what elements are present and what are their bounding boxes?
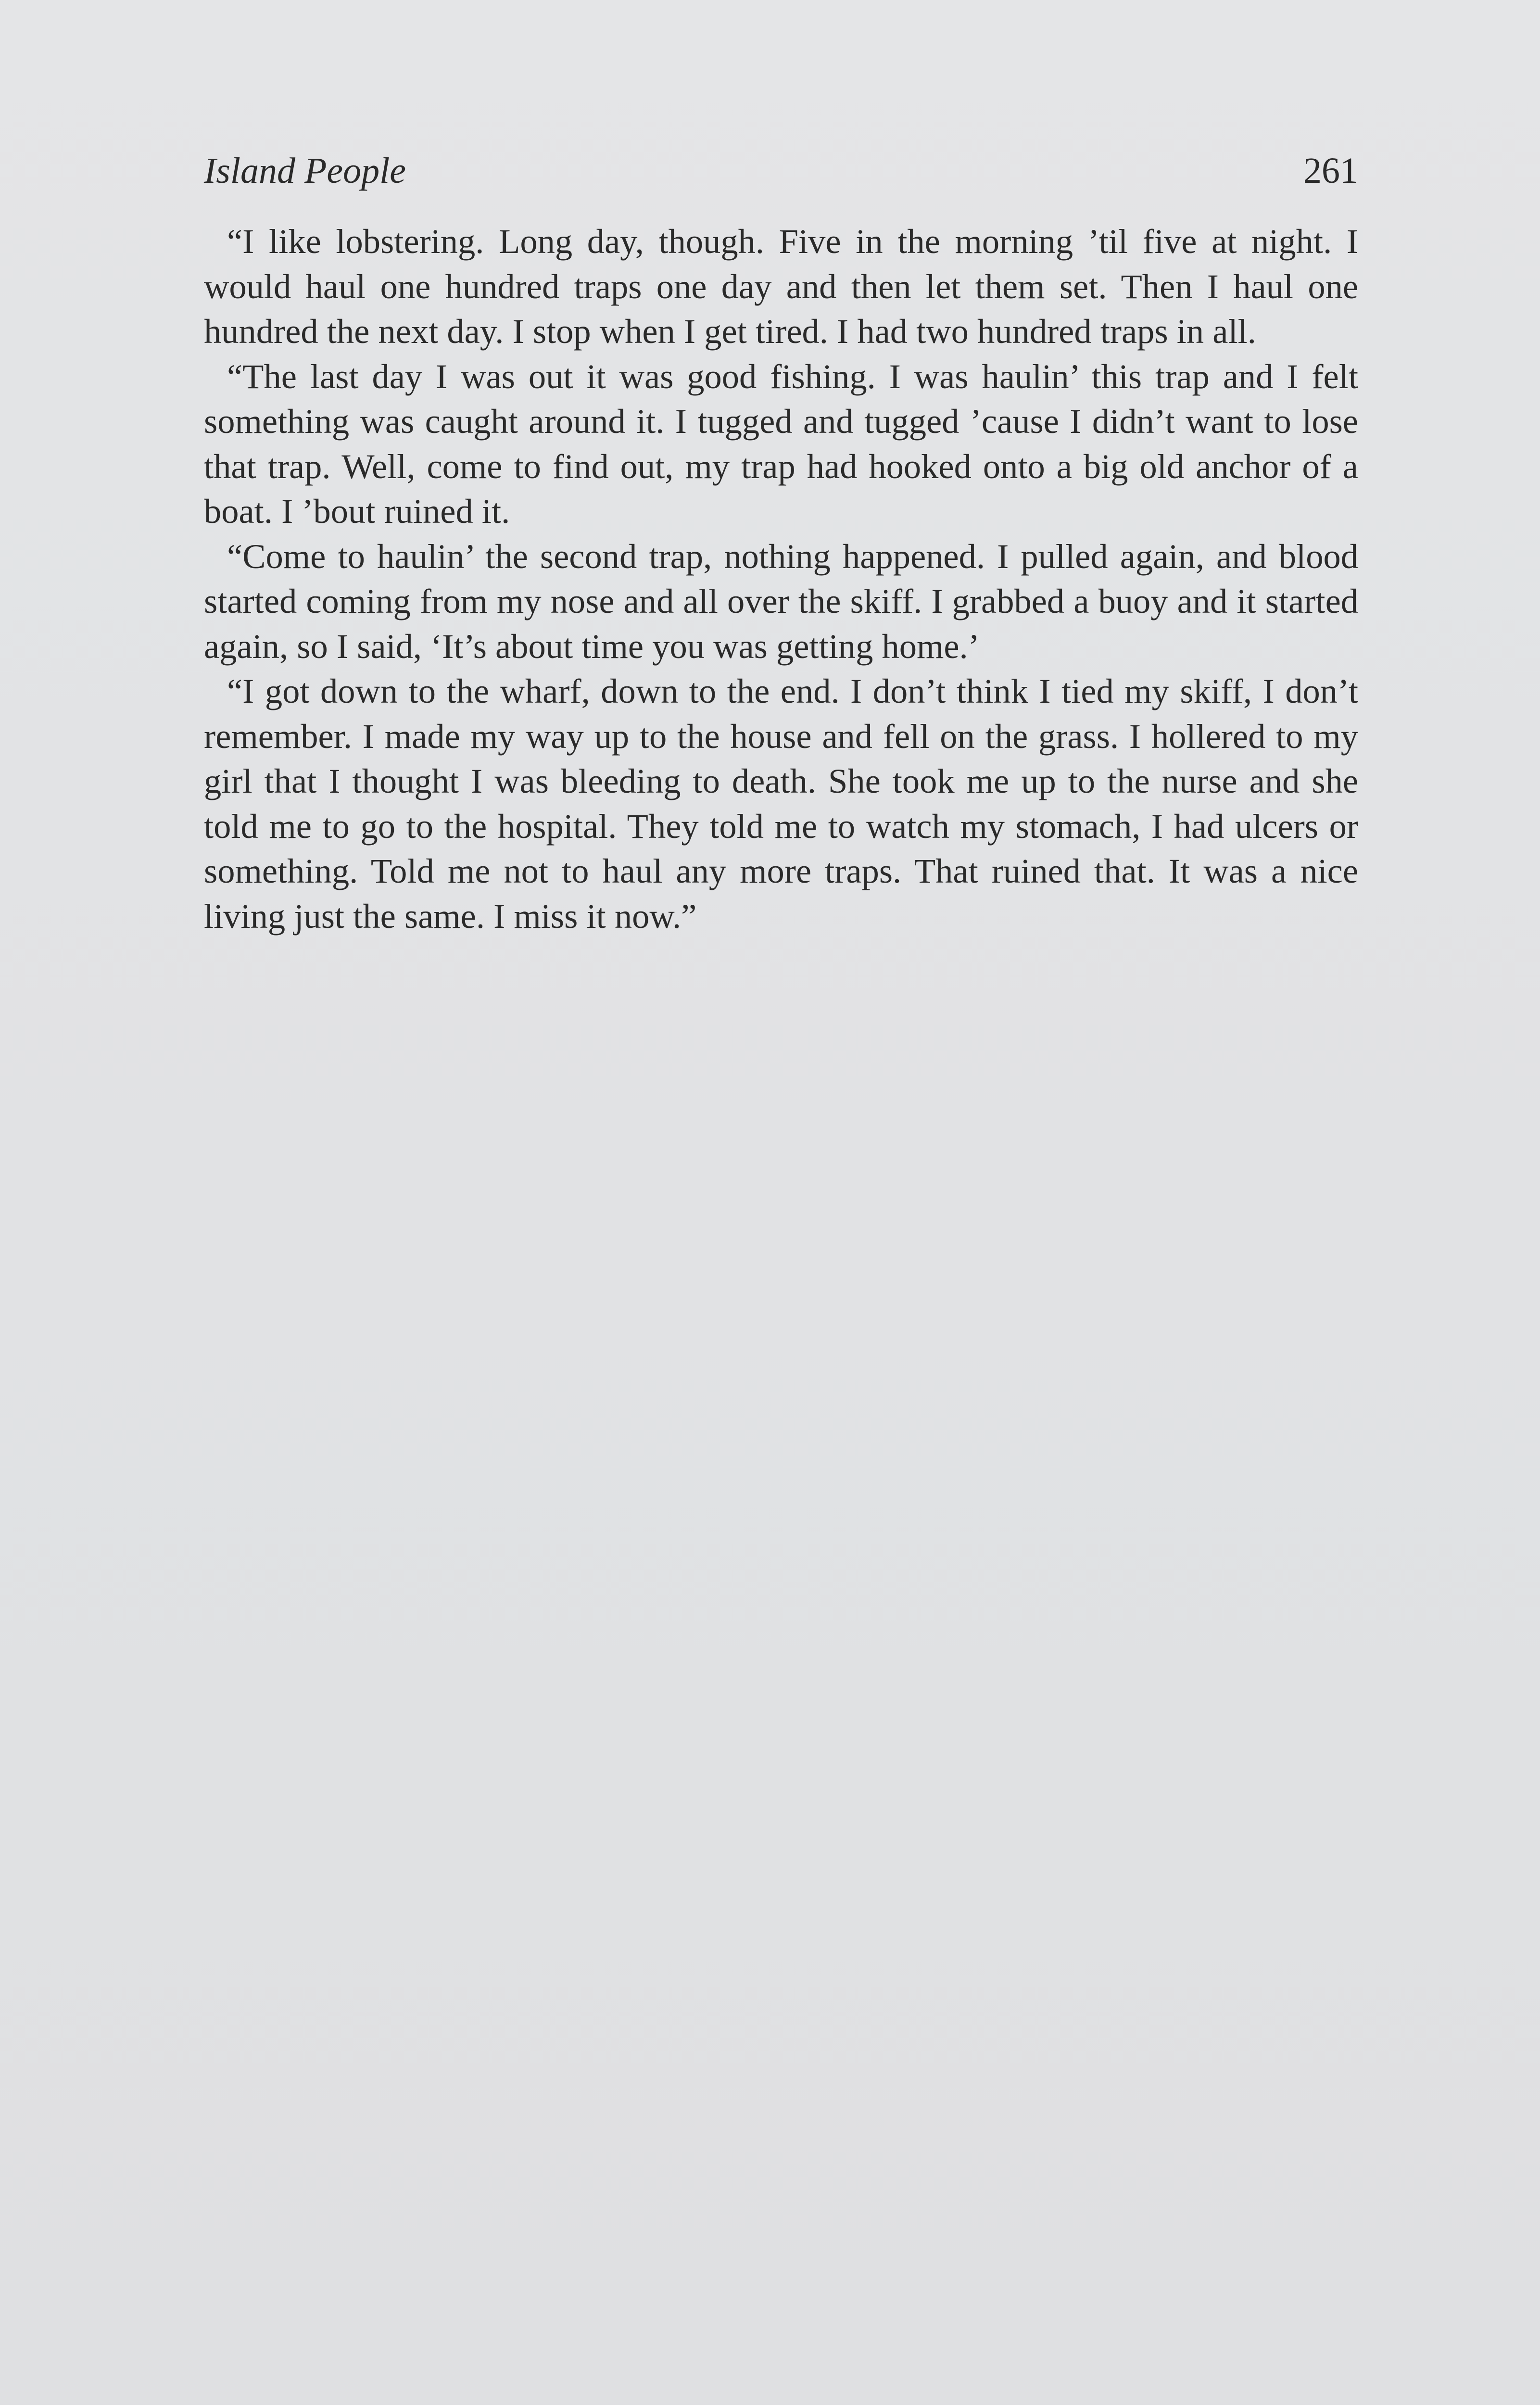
paragraph-1: “I like lobstering. Long day, though. Five in the morning ’til five at night. I would haul one hundred traps one day and then let them set. Then I haul one hundred the next day. I stop when I get tired. I had two hundred traps in all. [204,222,1358,351]
paragraph-3: “Come to haulin’ the second trap, nothing happened. I pulled again, and blood started coming from my nose and all over the skiff. I grabbed a buoy and it started again, so I said, ‘It’s about time you was getting home.’ [204,536,1358,666]
paragraph-2: “The last day I was out it was good fishing. I was haulin’ this trap and I felt something was caught around it. I tugged and tugged ’cause I didn’t want to lose that trap. Well, come to find out, my trap had hooked onto a big old anchor of a boat. I ’bout ruined it. [204,356,1358,531]
running-title: Island People [204,151,406,191]
running-head [204,144,1358,197]
body-text [204,219,1358,938]
page-number: 261 [1303,151,1358,191]
paragraph-4: “I got down to the wharf, down to the end. I don’t think I tied my skiff, I don’t remember. I made my way up to the house and fell on the grass. I hollered to my girl that I thought I was bleeding to death. She took me up to the nurse and she told me to go to the hospital. They told me to watch my stomach, I had ulcers or something. Told me not to haul any more traps. That ruined that. It was a nice living just the same. I miss it now.” [204,671,1358,936]
